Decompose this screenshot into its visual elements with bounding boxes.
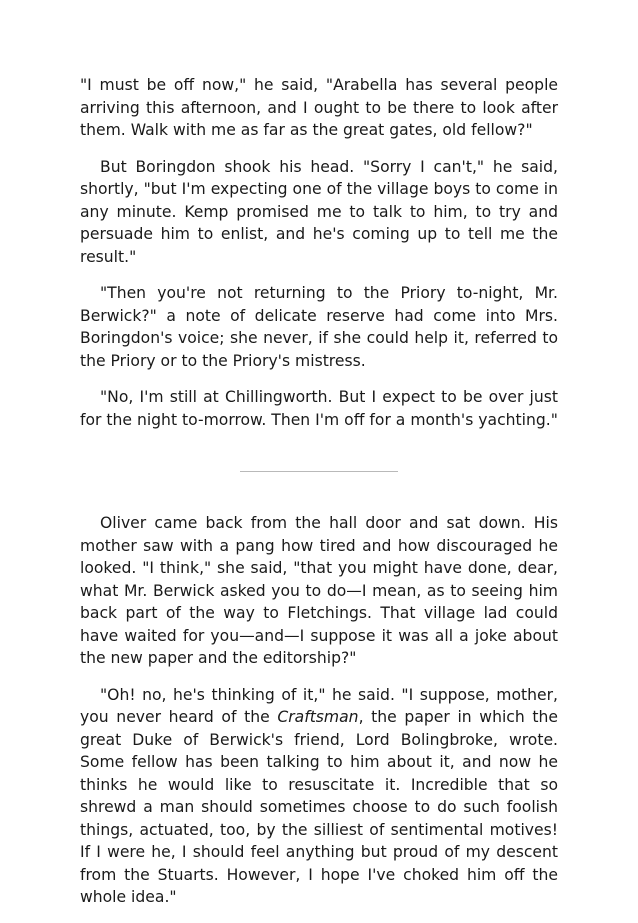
- paragraph-4: "No, I'm still at Chillingworth. But I expect to be over just for the night to-morrow. Then I'm off for a month's yachting.": [80, 388, 558, 429]
- paragraph-2: But Boringdon shook his head. "Sorry I can't," he said, shortly, "but I'm expecting one of the village boys to come in any minute. Kemp promised me to talk to him, to try and persuade him to enlist, and he's coming up to tell me the result.": [80, 157, 558, 266]
- paragraph-6-start: "Oh! no, he's thinking of it," he said. "I suppose, mother, you never heard of the: [80, 685, 558, 726]
- section-divider: [240, 471, 398, 472]
- craftsman-title: Craftsman: [277, 708, 359, 726]
- paragraph-6-end: , the paper in which the great Duke of Berwick's friend, Lord Bolingbroke, wrote. Some fellow has been talking to him about it, and now he thinks he would like to resuscitate it. Incredible that so shrewd a man should sometimes choose to do such foolish things, actuated, too, by the silliest of sentimental motives! If I were he, I should feel anything but proud of my descent from the Stuarts. However, I hope I've choked him off the whole idea.": [80, 708, 558, 906]
- book-page: [80, 74, 558, 923]
- paragraph-1: "I must be off now," he said, "Arabella has several people arriving this afternoon, and I ought to be there to look after them. Walk with me as far as the great gates, old fellow?": [80, 76, 558, 139]
- paragraph-6: [80, 684, 558, 909]
- paragraph-5: Oliver came back from the hall door and sat down. His mother saw with a pang how tired and how discouraged he looked. "I think," she said, "that you might have done, dear, what Mr. Berwick asked you to do—I mean, as to seeing him back part of the way to Fletchings. That village lad could have waited for you—and—I suppose it was all a joke about the new paper and the editorship?": [80, 514, 558, 667]
- paragraph-3: "Then you're not returning to the Priory to-night, Mr. Berwick?" a note of delicate reserve had come into Mrs. Boringdon's voice; she never, if she could help it, referred to the Priory or to the Priory's mistress.: [80, 284, 558, 370]
